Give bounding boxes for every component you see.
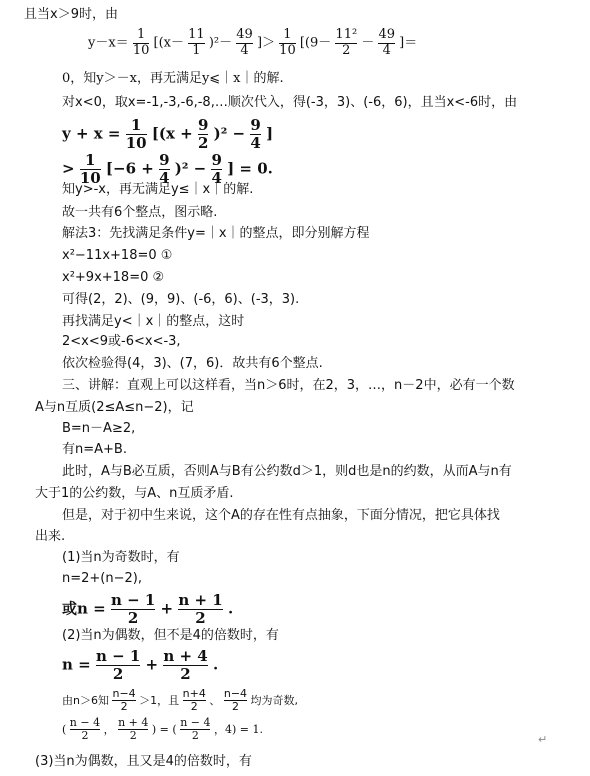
eq3-frac1-den: 10: [79, 168, 101, 187]
equation-4: [62, 592, 233, 627]
eq1-frac5-num: 11²: [335, 27, 358, 42]
eq1-mid2: )²－: [208, 35, 233, 51]
eq3-frac3-num: 9: [211, 151, 222, 169]
text-line-7: 知y>-x，再无满足y≤｜x｜的解.: [62, 182, 254, 197]
text-line-30: [62, 717, 263, 743]
equation-5: [62, 648, 218, 683]
equation-2: [62, 117, 273, 152]
eq5-mid: +: [145, 655, 159, 674]
text-line-27: (2)当n为偶数，但不是4的倍数时，有: [62, 628, 279, 643]
eq3-frac2-den: 4: [159, 168, 170, 187]
line30-frac2: [118, 717, 148, 743]
text-line-15: 依次检验得(4，3)、(7，6)．故共有6个整点.: [62, 356, 323, 371]
text-line-13: 再找满足y<｜x｜的整点，这时: [62, 314, 245, 329]
eq3-frac1-num: 1: [85, 151, 96, 169]
line29-frac1-den: 2: [112, 700, 135, 713]
eq4-frac1-den: 2: [111, 609, 155, 627]
line29-frac3-den: 2: [224, 700, 247, 713]
line30-frac1-num: n − 4: [69, 716, 101, 729]
line29-frac1-num: n−4: [112, 687, 136, 700]
line30-b: ，: [103, 722, 115, 736]
eq1-frac4-num: 1: [283, 27, 292, 42]
line29-frac2: [183, 688, 206, 714]
eq1-mid3: ]＞: [256, 35, 276, 51]
eq1-mid4: [(9－: [299, 35, 332, 51]
eq4-left: 或n =: [62, 599, 106, 618]
eq1-frac4: [279, 28, 296, 58]
eq2-frac3-den: 4: [250, 133, 261, 152]
text-line-24: (1)当n为奇数时，有: [62, 550, 180, 565]
line30-frac3-den: 2: [180, 729, 210, 742]
line29-frac3-num: n−4: [223, 687, 248, 700]
eq1-frac1: [133, 28, 150, 58]
line29-d: 均为奇数,: [250, 693, 299, 707]
line29-frac1: [112, 688, 135, 714]
eq2-frac3-num: 9: [250, 116, 261, 134]
text-line-11: x²+9x+18=0 ②: [62, 270, 165, 285]
eq3-frac3-den: 4: [211, 168, 222, 187]
eq4-frac1: [111, 592, 155, 627]
eq2-frac1-num: 1: [130, 116, 142, 134]
line30-frac3-num: n − 4: [180, 716, 211, 729]
line30-d: ，4) = 1.: [213, 722, 263, 736]
text-line-12: 可得(2，2)、(9，9)、(-6，6)、(-3，3).: [62, 292, 300, 307]
line30-frac1: [70, 717, 100, 743]
text-line-14: 2<x<9或-6<x<-3,: [62, 334, 181, 349]
line29-frac2-den: 2: [183, 700, 206, 713]
eq2-mid2: )² −: [213, 124, 246, 143]
eq5-frac1: [96, 648, 140, 683]
eq1-mid5: －: [361, 35, 375, 51]
eq4-frac2: [178, 592, 222, 627]
eq2-frac1: [126, 117, 147, 152]
eq5-frac1-num: n − 1: [95, 647, 141, 665]
eq2-frac1-den: 10: [125, 133, 147, 152]
text-line-1: 且当x＞9时，由: [24, 7, 118, 22]
line30-c: ) = (: [151, 722, 177, 736]
eq4-frac2-den: 2: [178, 609, 222, 627]
text-line-17: A与n互质(2≤A≤n−2)，记: [35, 400, 194, 415]
eq1-frac1-den: 10: [132, 42, 150, 58]
eq1-frac5: [335, 28, 357, 58]
eq3-left: >: [62, 159, 75, 178]
eq1-mid1: [(x－: [153, 35, 184, 51]
eq2-end: ]: [266, 124, 274, 143]
eq1-end: ]＝: [399, 35, 418, 51]
line30-a: (: [62, 722, 67, 736]
eq1-frac3-den: 4: [236, 43, 253, 59]
eq3-mid2: )² −: [174, 159, 207, 178]
text-line-20: 此时，A与B必互质，否则A与B有公约数d＞1，则d也是n的约数，从而A与n有: [62, 464, 512, 479]
eq2-frac2-den: 2: [197, 133, 209, 152]
line30-frac2-num: n + 4: [118, 716, 149, 729]
text-line-31: (3)当n为偶数，且又是4的倍数时，有: [35, 754, 252, 769]
line29-frac2-num: n+4: [182, 687, 206, 700]
eq2-mid1: [(x +: [151, 124, 193, 143]
text-line-3: 0，知y＞－x，再无满足y⩽｜x｜的解.: [62, 71, 284, 86]
eq1-frac2-num: 11: [188, 27, 205, 42]
eq1-frac6: [378, 28, 395, 58]
equation-1: [88, 28, 417, 58]
eq3-end: ] = 0.: [227, 159, 273, 178]
text-line-8: 故一共有6个整点，图示略.: [62, 205, 218, 220]
eq1-frac4-den: 10: [279, 42, 296, 58]
eq5-frac2-num: n + 4: [163, 647, 208, 665]
text-line-25: n=2+(n−2),: [62, 571, 142, 586]
eq5-frac2-den: 2: [163, 665, 207, 683]
line30-frac1-den: 2: [70, 729, 100, 742]
eq4-mid: +: [160, 599, 174, 618]
eq5-left: n =: [62, 655, 91, 674]
text-line-29: [62, 688, 298, 714]
eq5-frac1-den: 2: [96, 665, 140, 683]
line29-frac3: [224, 688, 247, 714]
eq2-frac2-num: 9: [197, 116, 209, 134]
eq1-frac6-num: 49: [378, 27, 396, 42]
eq1-frac5-den: 2: [335, 43, 357, 59]
text-line-21: 大于1的公约数，与A、n互质矛盾.: [35, 486, 234, 501]
text-line-9: 解法3：先找满足条件y=｜x｜的整点，即分别解方程: [62, 226, 370, 241]
eq5-end: .: [212, 655, 219, 674]
line30-frac3: [180, 717, 210, 743]
eq1-frac2-den: 1: [188, 43, 205, 59]
eq1-left: y－x＝: [88, 35, 129, 51]
eq2-frac3: [250, 117, 260, 152]
eq5-frac2: [163, 648, 207, 683]
text-line-4: 对x<0，取x=-1,-3,-6,-8,…顺次代入，得(-3，3)、(-6，6)，且当x<-6时，由: [62, 95, 518, 110]
eq4-frac2-num: n + 1: [178, 591, 223, 609]
eq4-frac1-num: n − 1: [110, 591, 156, 609]
line30-frac2-den: 2: [118, 729, 148, 742]
text-line-19: 有n=A+B.: [62, 442, 127, 457]
line29-c: 、: [209, 693, 221, 707]
eq1-frac3: [236, 28, 253, 58]
text-line-16: 三、讲解：直观上可以这样看，当n＞6时，在2，3，…，n－2中，必有一个数: [62, 378, 515, 393]
eq1-frac6-den: 4: [378, 43, 395, 59]
line29-a: 由n＞6知: [62, 693, 109, 707]
eq1-frac2: [188, 28, 205, 58]
eq3-frac2-num: 9: [159, 151, 170, 169]
text-line-18: B=n－A≥2,: [62, 421, 136, 436]
eq3-mid1: [−6 +: [105, 159, 154, 178]
eq2-left: y + x =: [62, 124, 121, 143]
eq4-end: .: [227, 599, 234, 618]
line29-b: ＞1，且: [139, 693, 180, 707]
text-line-23: 出来.: [35, 529, 66, 544]
eq2-frac2: [198, 117, 208, 152]
text-line-22: 但是，对于初中生来说，这个A的存在性有点抽象，下面分情况，把它具体找: [62, 508, 500, 523]
text-line-10: x²−11x+18=0 ①: [62, 248, 173, 263]
eq1-frac1-num: 1: [136, 27, 146, 42]
paragraph-mark-icon: ↵: [538, 733, 548, 746]
eq1-frac3-num: 49: [236, 27, 253, 42]
